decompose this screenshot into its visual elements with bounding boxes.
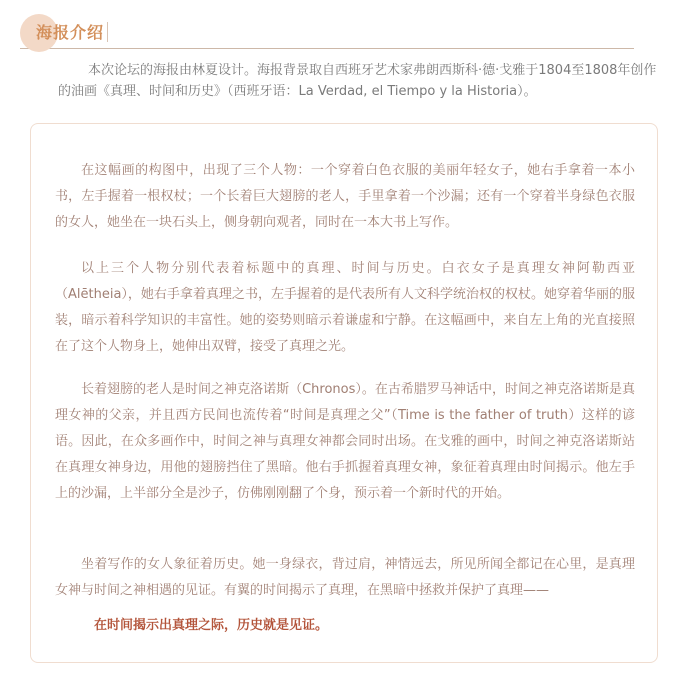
intro-text: 本次论坛的海报由林夏设计。海报背景取自西班牙艺术家弗朗西斯科·德·戈雅于1804至1808年创作的油画《真理、时间和历史》（西班牙语：La Verdad, el Tiempo y la Historia）。 bbox=[58, 63, 657, 99]
section-header bbox=[20, 14, 634, 49]
paragraph-composition: 在这幅画的构图中，出现了三个人物：一个穿着白色衣服的美丽年轻女子，她右手拿着一本小书，左手握着一根权杖；一个长着巨大翅膀的老人，手里拿着一个沙漏；还有一个穿着半身绿色衣服的女人，她坐在一块石头上，侧身朝向观者，同时在一本大书上写作。 bbox=[55, 163, 635, 230]
paragraph-truth: 以上三个人物分别代表着标题中的真理、时间与历史。白衣女子是真理女神阿勒西亚（Alētheia），她右手拿着真理之书，左手握着的是代表所有人文科学统治权的权杖。她穿着华丽的服装，暗示着科学知识的丰富性。她的姿势则暗示着谦虚和宁静。在这幅画中，来自左上角的光直接照在了这个人物身上，她伸出双臂，接受了真理之光。 bbox=[55, 261, 635, 354]
header-divider bbox=[107, 22, 108, 42]
paragraph-history: 坐着写作的女人象征着历史。她一身绿衣，背过肩，神情远去，所见所闻全都记在心里，是真理女神与时间之神相遇的见证。有翼的时间揭示了真理，在黑暗中拯救并保护了真理—— bbox=[55, 557, 635, 598]
paragraph-time: 长着翅膀的老人是时间之神克洛诺斯（Chronos）。在古希腊罗马神话中，时间之神克洛诺斯是真理女神的父亲，并且西方民间也流传着“时间是真理之父”（Time is the father of truth）这样的谚语。因此，在众多画作中，时间之神与真理女神都会同时出场。在戈雅的画中，时间之神克洛诺斯站在真理女神身边，用他的翅膀挡住了黑暗。他右手抓握着真理女神，象征着真理由时间揭示。他左手上的沙漏，上半部分全是沙子，仿佛刚刚翻了个身，预示着一个新时代的开始。 bbox=[55, 382, 635, 501]
section-title: 海报介绍 bbox=[36, 23, 105, 42]
conclusion-text: 在时间揭示出真理之际，历史就是见证。 bbox=[94, 618, 329, 633]
